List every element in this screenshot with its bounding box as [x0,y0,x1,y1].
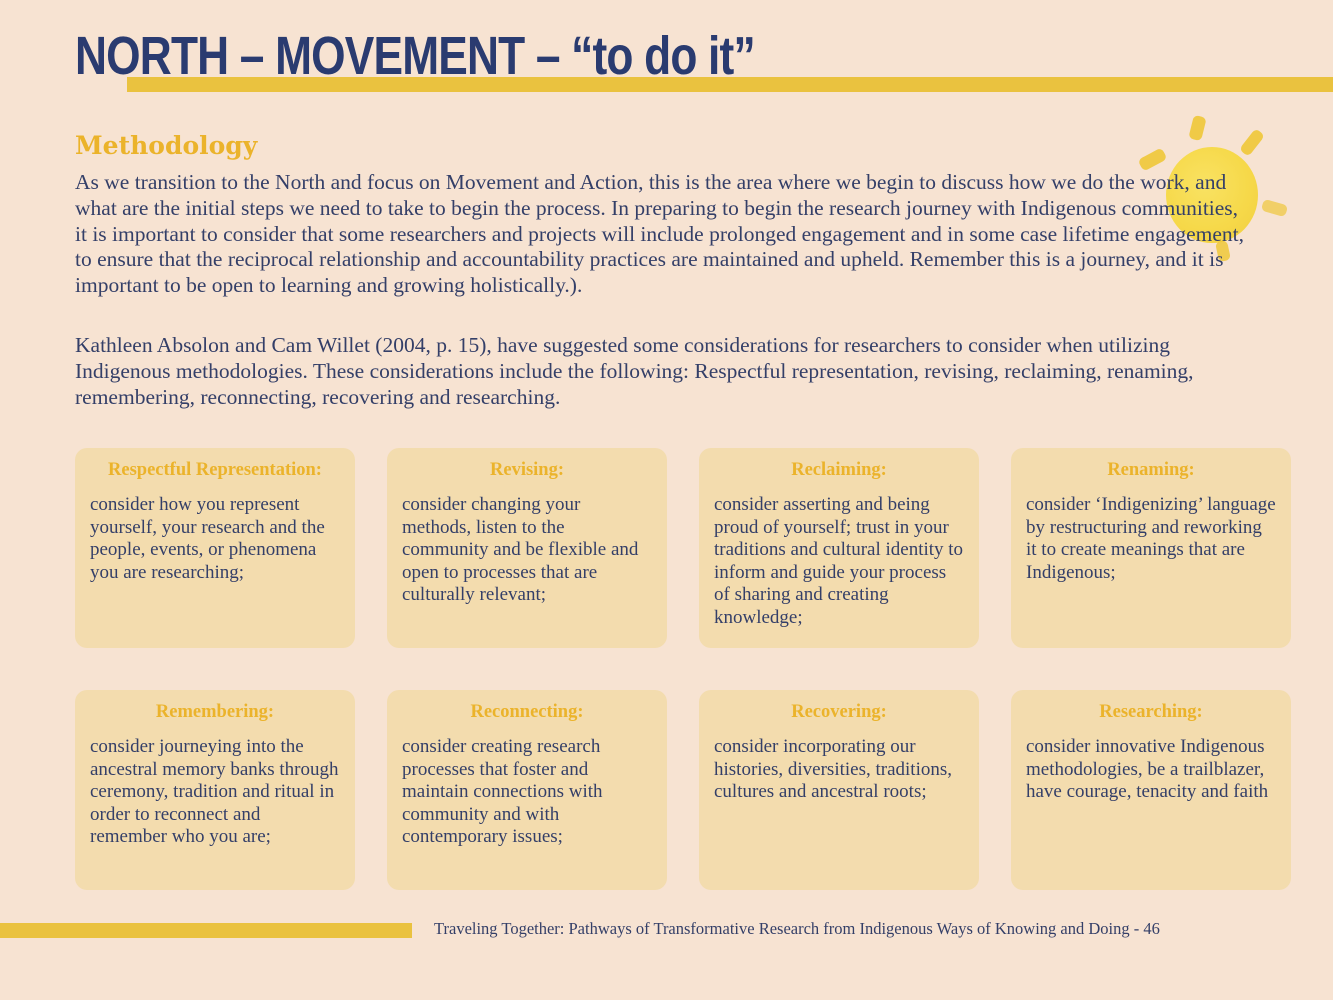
card-title: Researching: [1099,702,1203,722]
card-body: consider journeying into the ancestral memory banks through ceremony, tradition and ritual in order to reconnect and remember who you are; [90,736,339,848]
card-title: Revising: [490,460,564,480]
card-title: Recovering: [791,702,887,722]
card-revising [387,448,667,648]
methodology-paragraph-1: As we transition to the North and focus on Movement and Action, this is the area where we begin to discuss how we do the work, and what are the initial steps we need to take to begin the process. In preparing to begin the research journey with Indigenous communities, it is important to consider that some researchers and projects will include prolonged engagement and in some case lifetime engagement, to ensure that the reciprocal relationship and accountability practices are maintained and upheld. Remember this is a journey, and it is important to be open to learning and growing holistically.). [75,170,1244,298]
card-body: consider ‘Indigenizing’ language by restructuring and reworking it to create meanings that are Indigenous; [1026,494,1276,583]
page-title: NORTH – MOVEMENT – “to do it” [75,26,755,86]
card-body: consider how you represent yourself, your research and the people, events, or phenomena you are researching; [90,494,325,583]
footer-accent-bar [0,923,412,938]
card-title: Respectful Representation: [108,460,322,480]
methodology-paragraph-2: Kathleen Absolon and Cam Willet (2004, p. 15), have suggested some considerations for researchers to consider when utilizing Indigenous methodologies. These considerations include the following: Respectful representation, revising, reclaiming, renaming, remembering, reconnecting, recovering and researching. [75,333,1194,409]
sun-ray-icon [1138,147,1168,171]
card-title: Reclaiming: [791,460,887,480]
sun-ray-icon [1261,199,1288,217]
footer-citation: Traveling Together: Pathways of Transformative Research from Indigenous Ways of Knowing and Doing - 46 [434,919,1160,938]
card-renaming [1011,448,1291,648]
card-body: consider innovative Indigenous methodologies, be a trailblazer, have courage, tenacity and faith [1026,736,1269,803]
card-body: consider incorporating our histories, diversities, traditions, cultures and ancestral roots; [714,736,953,803]
sun-ray-icon [1188,115,1206,141]
considerations-grid [75,448,1291,890]
card-reconnecting [387,690,667,890]
card-respectful-representation [75,448,355,648]
card-remembering [75,690,355,890]
card-reclaiming [699,448,979,648]
card-body: consider changing your methods, listen to the community and be flexible and open to processes that are culturally relevant; [402,494,639,606]
card-recovering [699,690,979,890]
card-title: Renaming: [1107,460,1195,480]
card-title: Reconnecting: [470,702,584,722]
card-body: consider asserting and being proud of yourself; trust in your traditions and cultural identity to inform and guide your process of sharing and creating knowledge; [714,494,964,629]
methodology-heading: Methodology [75,131,258,160]
card-title: Remembering: [155,702,275,722]
card-body: consider creating research processes that foster and maintain connections with community and with contemporary issues; [402,736,603,848]
sun-ray-icon [1239,128,1265,157]
card-researching [1011,690,1291,890]
